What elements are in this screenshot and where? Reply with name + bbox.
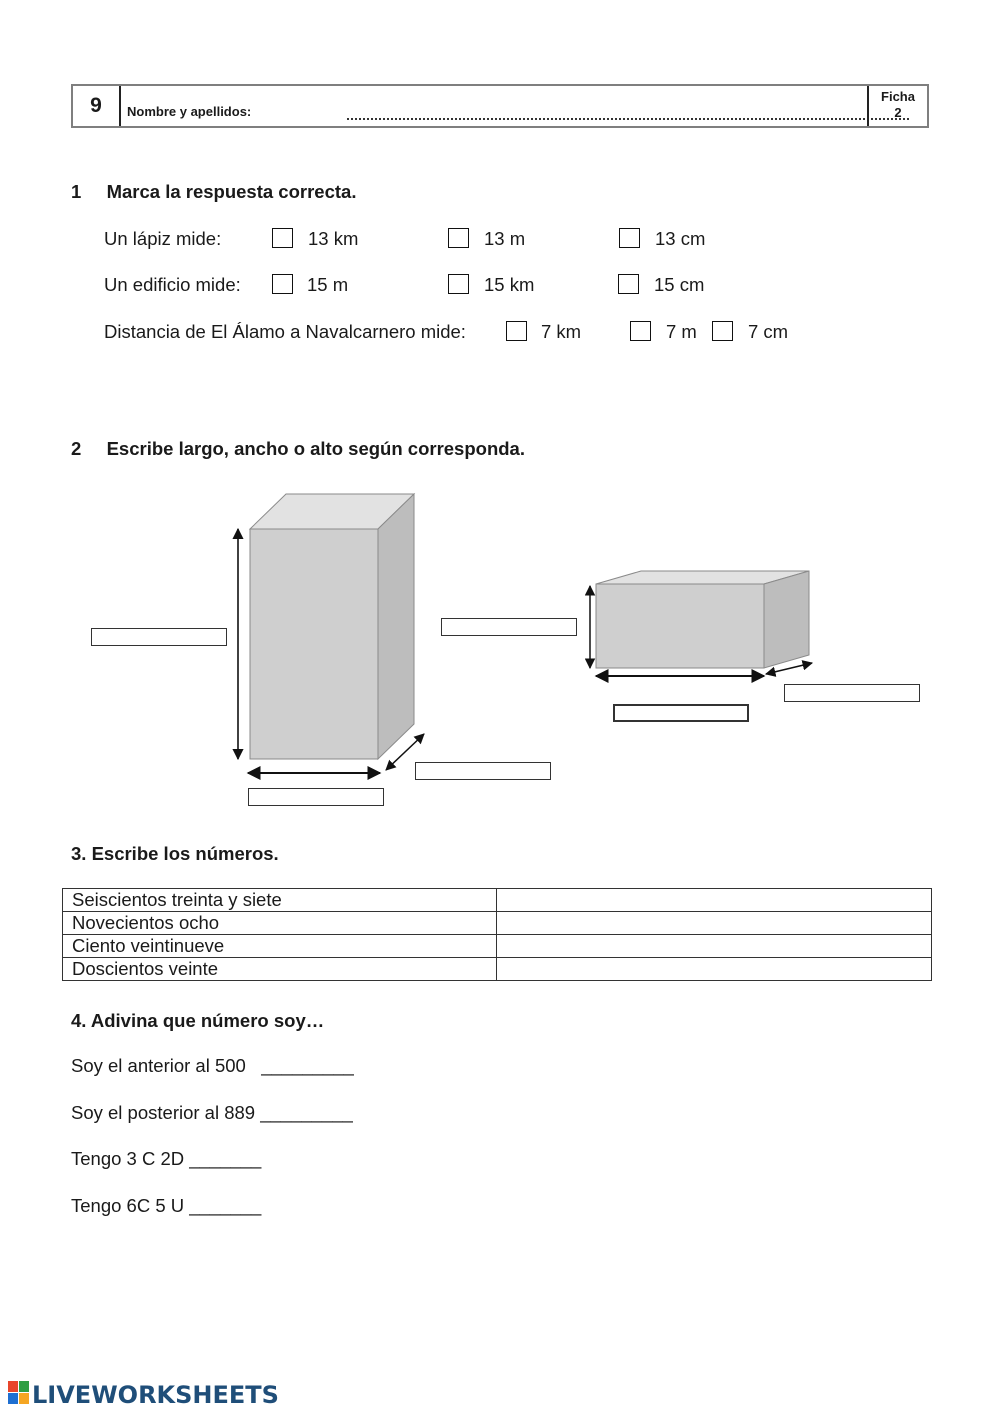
question-2-prompt: Un edificio mide: (104, 274, 241, 295)
tall-prism (250, 494, 414, 759)
table-row (63, 889, 932, 912)
section-4-title: 4. Adivina que número soy… (71, 1010, 325, 1031)
option-label: 13 m (484, 228, 526, 249)
number-words: Seiscientos treinta y siete (63, 889, 497, 912)
riddle-line[interactable]: Soy el posterior al 889 _________ (71, 1102, 353, 1123)
answer-box-tall-length[interactable] (248, 788, 384, 806)
answer-box-wide-width[interactable] (784, 684, 920, 702)
option-label: 7 km (541, 321, 582, 342)
option-label: 7 cm (748, 321, 789, 342)
option-label: 7 m (666, 321, 697, 342)
question-3-prompt: Distancia de El Álamo a Navalcarnero mide: (104, 321, 466, 342)
checkbox-13km[interactable] (272, 228, 293, 248)
number-words: Doscientos veinte (63, 958, 497, 981)
number-words: Ciento veintinueve (63, 935, 497, 958)
worksheet-number: 9 (73, 86, 121, 126)
question-1-prompt: Un lápiz mide: (104, 228, 222, 249)
answer-cell[interactable] (497, 912, 932, 935)
ficha-label: Ficha (881, 89, 915, 104)
section-1-heading: Marca la respuesta correcta. (106, 181, 357, 202)
riddle-line[interactable]: Soy el anterior al 500 _________ (71, 1055, 354, 1076)
checkbox-15km[interactable] (448, 274, 469, 294)
answer-box-tall-width[interactable] (415, 762, 551, 780)
checkbox-15m[interactable] (272, 274, 293, 294)
ficha-cell (867, 86, 927, 126)
ficha-number: 2 (894, 105, 902, 120)
checkbox-7m[interactable] (630, 321, 651, 341)
table-row (63, 912, 932, 935)
section-1-title (71, 181, 356, 203)
liveworksheets-logo-icon (8, 1381, 30, 1407)
worksheet-header (71, 84, 929, 128)
riddle-line[interactable]: Tengo 6C 5 U _______ (71, 1195, 262, 1216)
section-2-number: 2 (71, 438, 82, 459)
name-input-line[interactable] (347, 106, 909, 120)
answer-box-tall-height[interactable] (91, 628, 227, 646)
answer-cell[interactable] (497, 889, 932, 912)
wide-prism (596, 571, 809, 668)
answer-cell[interactable] (497, 958, 932, 981)
checkbox-15cm[interactable] (618, 274, 639, 294)
numbers-table (62, 888, 932, 981)
answer-box-wide-length[interactable] (613, 704, 749, 722)
checkbox-13m[interactable] (448, 228, 469, 248)
section-2-title (71, 438, 525, 460)
section-3-title: 3. Escribe los números. (71, 843, 279, 864)
option-label: 15 cm (654, 274, 705, 295)
checkbox-13cm[interactable] (619, 228, 640, 248)
table-row (63, 958, 932, 981)
liveworksheets-brand: LIVEWORKSHEETS (32, 1381, 279, 1409)
riddle-line[interactable]: Tengo 3 C 2D _______ (71, 1148, 262, 1169)
name-label: Nombre y apellidos: (127, 104, 252, 119)
option-label: 15 m (307, 274, 349, 295)
section-1-number: 1 (71, 181, 82, 202)
section-2-heading: Escribe largo, ancho o alto según corresponda. (106, 438, 525, 459)
table-row (63, 935, 932, 958)
option-label: 15 km (484, 274, 535, 295)
answer-cell[interactable] (497, 935, 932, 958)
number-words: Novecientos ocho (63, 912, 497, 935)
option-label: 13 cm (655, 228, 706, 249)
option-label: 13 km (308, 228, 359, 249)
checkbox-7km[interactable] (506, 321, 527, 341)
checkbox-7cm[interactable] (712, 321, 733, 341)
answer-box-wide-height[interactable] (441, 618, 577, 636)
